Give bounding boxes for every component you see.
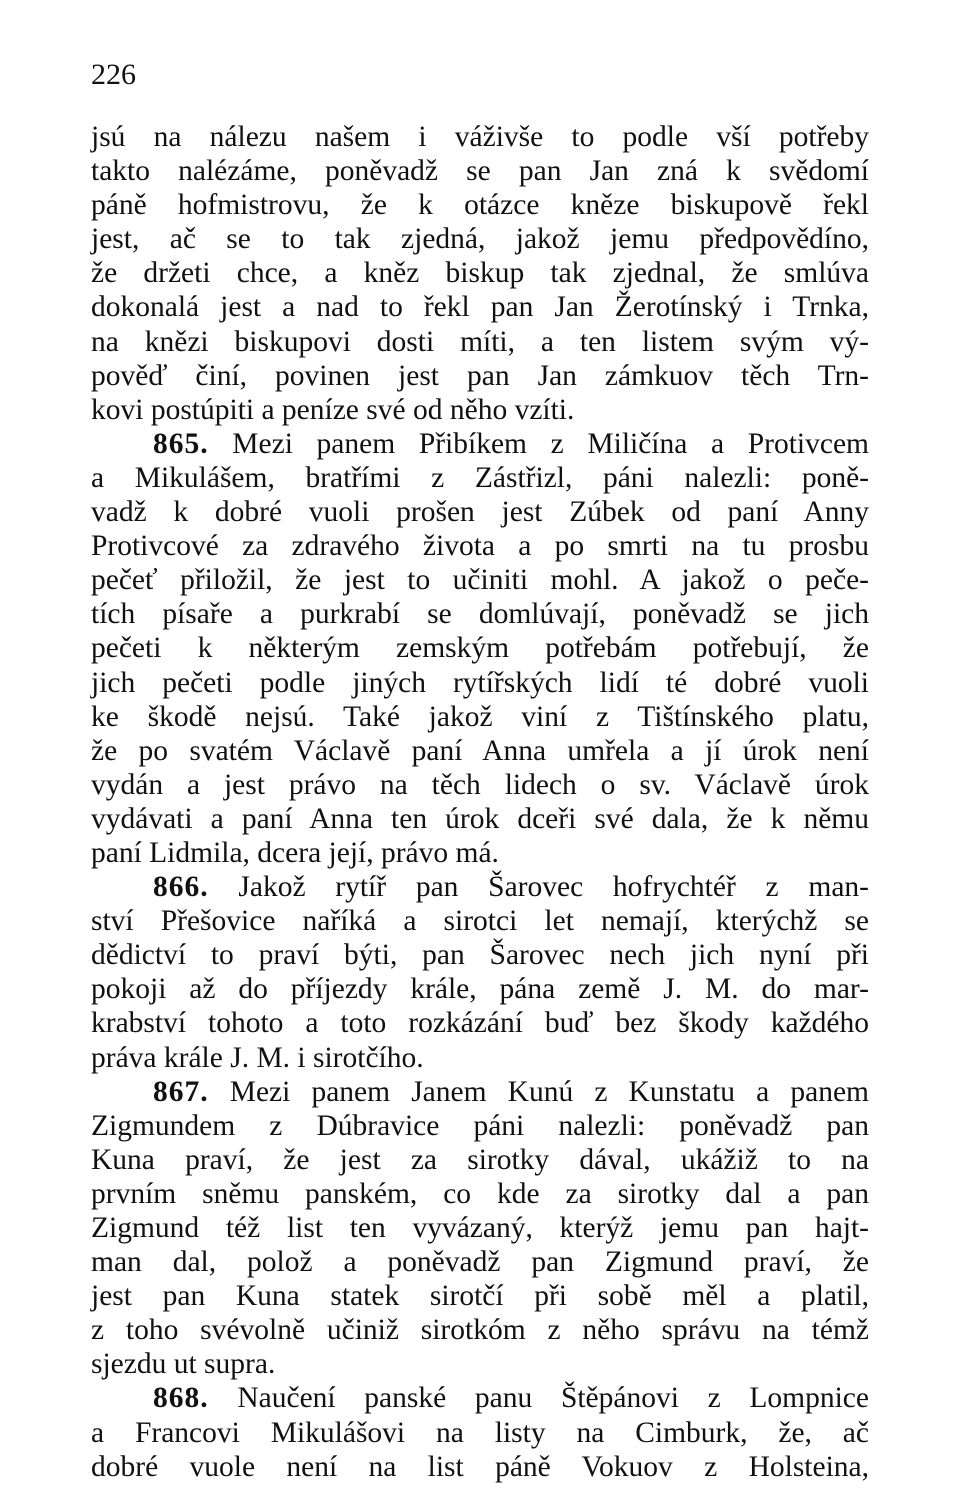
line-text: pověď činí, povinen jest pan Jan zámkuov těch Trn-: [91, 359, 869, 392]
text-line: [91, 870, 869, 904]
line-text: dědictví to praví býti, pan Šarovec nech jich nyní při: [91, 939, 869, 972]
line-text: vadž k dobré vuoli prošen jest Zúbek od paní Anny: [91, 496, 869, 529]
text-line: [91, 1075, 869, 1109]
text-line: [91, 631, 869, 665]
text-line: [91, 563, 869, 597]
body-text: [91, 120, 869, 1484]
text-line: [91, 1381, 869, 1415]
text-line: [91, 1416, 869, 1450]
section-number: 865.: [153, 427, 209, 460]
line-text: Mezi panem Přibíkem z Miličína a Protivcem: [232, 427, 869, 460]
line-text: prvním sněmu panském, co kde za sirotky dal a pan: [91, 1177, 869, 1210]
text-line: [91, 290, 869, 324]
line-text: dokonalá jest a nad to řekl pan Jan Žerotínský i Trnka,: [91, 291, 869, 324]
text-line: [91, 1177, 869, 1211]
text-line: [91, 904, 869, 938]
section-number: 866.: [153, 871, 209, 904]
line-text: paní Lidmila, dcera její, právo má.: [91, 836, 499, 869]
text-line: [91, 700, 869, 734]
line-text: takto nalézáme, poněvadž se pan Jan zná k svědomí: [91, 155, 869, 188]
text-line: [91, 734, 869, 768]
text-line: [91, 120, 869, 154]
line-text: jest, ač se to tak zjedná, jakož jemu předpovědíno,: [91, 223, 869, 256]
line-text: jest pan Kuna statek sirotčí při sobě měl a platil,: [91, 1280, 869, 1313]
text-line: [91, 768, 869, 802]
text-line: [91, 972, 869, 1006]
line-text: dobré vuole není na list páně Vokuov z Holsteina,: [91, 1450, 869, 1483]
line-text: kovi postúpiti a peníze své od něho vzíti.: [91, 393, 575, 426]
line-text: pečeti k některým zemským potřebám potřebují, že: [91, 632, 869, 665]
text-line: [91, 461, 869, 495]
line-text: pečeť přiložil, že jest to učiniti mohl. A jakož o peče-: [91, 564, 869, 597]
line-text: Kuna praví, že jest za sirotky dával, ukážiž to na: [91, 1143, 869, 1176]
text-line: [91, 802, 869, 836]
text-line: [91, 188, 869, 222]
line-text: ství Přešovice naříká a sirotci let nemají, kterýchž se: [91, 905, 869, 938]
line-text: Zigmund též list ten vyvázaný, kterýž jemu pan hajt-: [91, 1212, 869, 1244]
line-text: na knězi biskupovi dosti míti, a ten listem svým vý-: [91, 325, 869, 358]
text-line: [91, 1313, 869, 1347]
line-text: a Mikulášem, bratřími z Zástřizl, páni nalezli: poně-: [91, 461, 869, 494]
line-text: man dal, polož a poněvadž pan Zigmund praví, že: [91, 1246, 869, 1279]
text-line: [91, 836, 869, 870]
text-line: [91, 495, 869, 529]
line-text: vydán a jest právo na těch lidech o sv. Václavě úrok: [91, 768, 869, 801]
text-line: [91, 1109, 869, 1143]
line-text: jsú na nálezu našem i váživše to podle vší potřeby: [91, 121, 869, 153]
line-text: že držeti chce, a kněz biskup tak zjednal, že smlúva: [91, 257, 869, 290]
line-text: a Francovi Mikulášovi na listy na Cimburk, že, ač: [91, 1416, 869, 1449]
text-line: [91, 597, 869, 631]
line-text: Jakož rytíř pan Šarovec hofrychtéř z man-: [238, 871, 869, 904]
text-line: [91, 1450, 869, 1484]
text-line: [91, 256, 869, 290]
line-text: Naučení panské panu Štěpánovi z Lompnice: [237, 1382, 869, 1415]
line-text: páně hofmistrovu, že k otázce kněze biskupově řekl: [91, 189, 869, 222]
text-line: [91, 1041, 869, 1075]
text-line: [91, 938, 869, 972]
line-text: jich pečeti podle jiných rytířských lidí té dobré vuoli: [91, 666, 869, 699]
line-text: Protivcové za zdravého života a po smrti na tu prosbu: [91, 530, 869, 563]
text-line: [91, 325, 869, 359]
section-number: 868.: [153, 1382, 209, 1415]
text-line: [91, 359, 869, 393]
line-text: Zigmundem z Dúbravice páni nalezli: poněvadž pan: [91, 1109, 869, 1142]
line-text: pokoji až do příjezdy krále, pána země J. M. do mar-: [91, 973, 869, 1006]
line-text: tích písaře a purkrabí se domlúvají, poněvadž se jich: [91, 598, 869, 631]
text-line: [91, 1006, 869, 1040]
text-line: [91, 222, 869, 256]
text-line: [91, 154, 869, 188]
text-line: [91, 529, 869, 563]
line-text: vydávati a paní Anna ten úrok dceři své dala, že k němu: [91, 802, 869, 835]
text-line: [91, 1279, 869, 1313]
line-text: krabství tohoto a toto rozkázání buď bez škody každého: [91, 1007, 869, 1040]
line-text: práva krále J. M. i sirotčího.: [91, 1041, 424, 1074]
line-text: že po svatém Václavě paní Anna umřela a jí úrok není: [91, 734, 869, 767]
line-text: sjezdu ut supra.: [91, 1348, 276, 1381]
text-line: [91, 393, 869, 427]
text-line: [91, 427, 869, 461]
text-line: [91, 1245, 869, 1279]
line-text: Mezi panem Janem Kunú z Kunstatu a panem: [229, 1075, 869, 1108]
line-text: z toho svévolně učiniž sirotkóm z něho správu na témž: [91, 1314, 869, 1347]
text-line: [91, 666, 869, 700]
text-line: [91, 1211, 869, 1245]
text-line: [91, 1347, 869, 1381]
line-text: ke škodě nejsú. Také jakož viní z Tištínského platu,: [91, 700, 869, 733]
section-number: 867.: [153, 1075, 209, 1108]
page-number: 226: [91, 58, 136, 91]
text-line: [91, 1143, 869, 1177]
